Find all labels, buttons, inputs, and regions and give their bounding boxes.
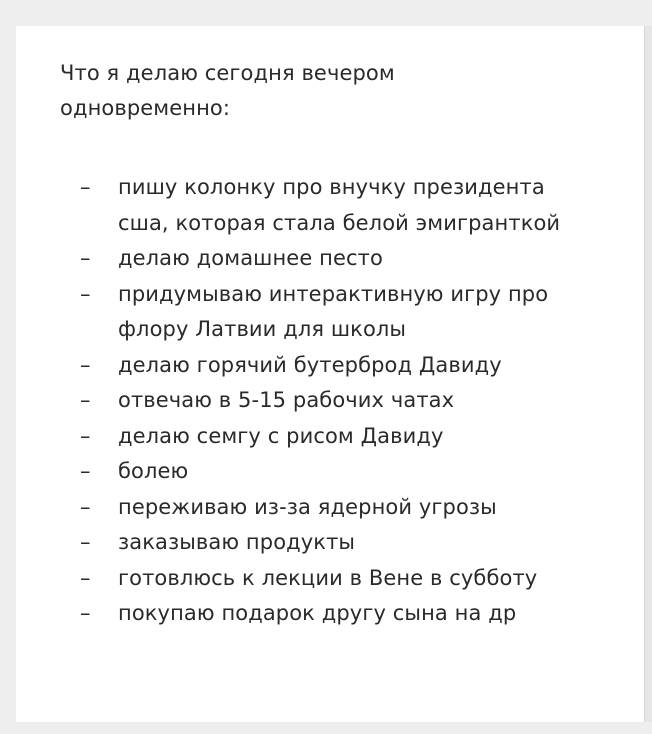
scrollbar-track[interactable] <box>644 26 652 722</box>
dash-bullet: – <box>80 601 91 625</box>
list-item <box>80 454 600 490</box>
dash-bullet: – <box>80 565 91 590</box>
list-item-text: переживаю из-за ядерной угрозы <box>118 494 497 519</box>
list-item <box>80 561 600 597</box>
list-item <box>80 419 600 455</box>
list-item-text: пишу колонку про внучку президента сша, которая стала белой эмигранткой <box>118 175 561 235</box>
note-heading: Что я делаю сегодня вечером одновременно: <box>60 61 395 120</box>
list-item <box>80 170 600 241</box>
list-item-text: заказываю продукты <box>118 530 356 554</box>
dash-bullet: – <box>80 459 91 483</box>
dash-bullet: – <box>80 423 91 448</box>
task-list <box>80 170 600 632</box>
list-item <box>80 490 600 526</box>
list-item <box>80 525 600 561</box>
list-item-text: отвечаю в 5-15 рабочих чатах <box>118 388 455 412</box>
list-item-text: делаю домашнее песто <box>118 246 383 270</box>
dash-bullet: – <box>80 352 91 377</box>
dash-bullet: – <box>80 246 91 270</box>
list-item-text: покупаю подарок другу сына на др <box>118 601 517 625</box>
dash-bullet: – <box>80 175 91 199</box>
list-item <box>80 241 600 277</box>
list-item <box>80 383 600 419</box>
list-item-text: готовлюсь к лекции в Вене в субботу <box>118 565 538 590</box>
list-item-text: делаю семгу с рисом Давиду <box>118 423 444 448</box>
dash-bullet: – <box>80 530 91 554</box>
list-item <box>80 348 600 384</box>
list-item-text: болею <box>118 459 189 483</box>
list-item-text: придумываю интерактивную игру про флору Латвии для школы <box>118 281 549 341</box>
list-item <box>80 277 600 348</box>
list-item-text: делаю горячий бутерброд Давиду <box>118 352 502 377</box>
dash-bullet: – <box>80 494 91 519</box>
list-item <box>80 596 600 632</box>
dash-bullet: – <box>80 281 91 306</box>
note-card <box>16 26 644 722</box>
dash-bullet: – <box>80 388 91 412</box>
